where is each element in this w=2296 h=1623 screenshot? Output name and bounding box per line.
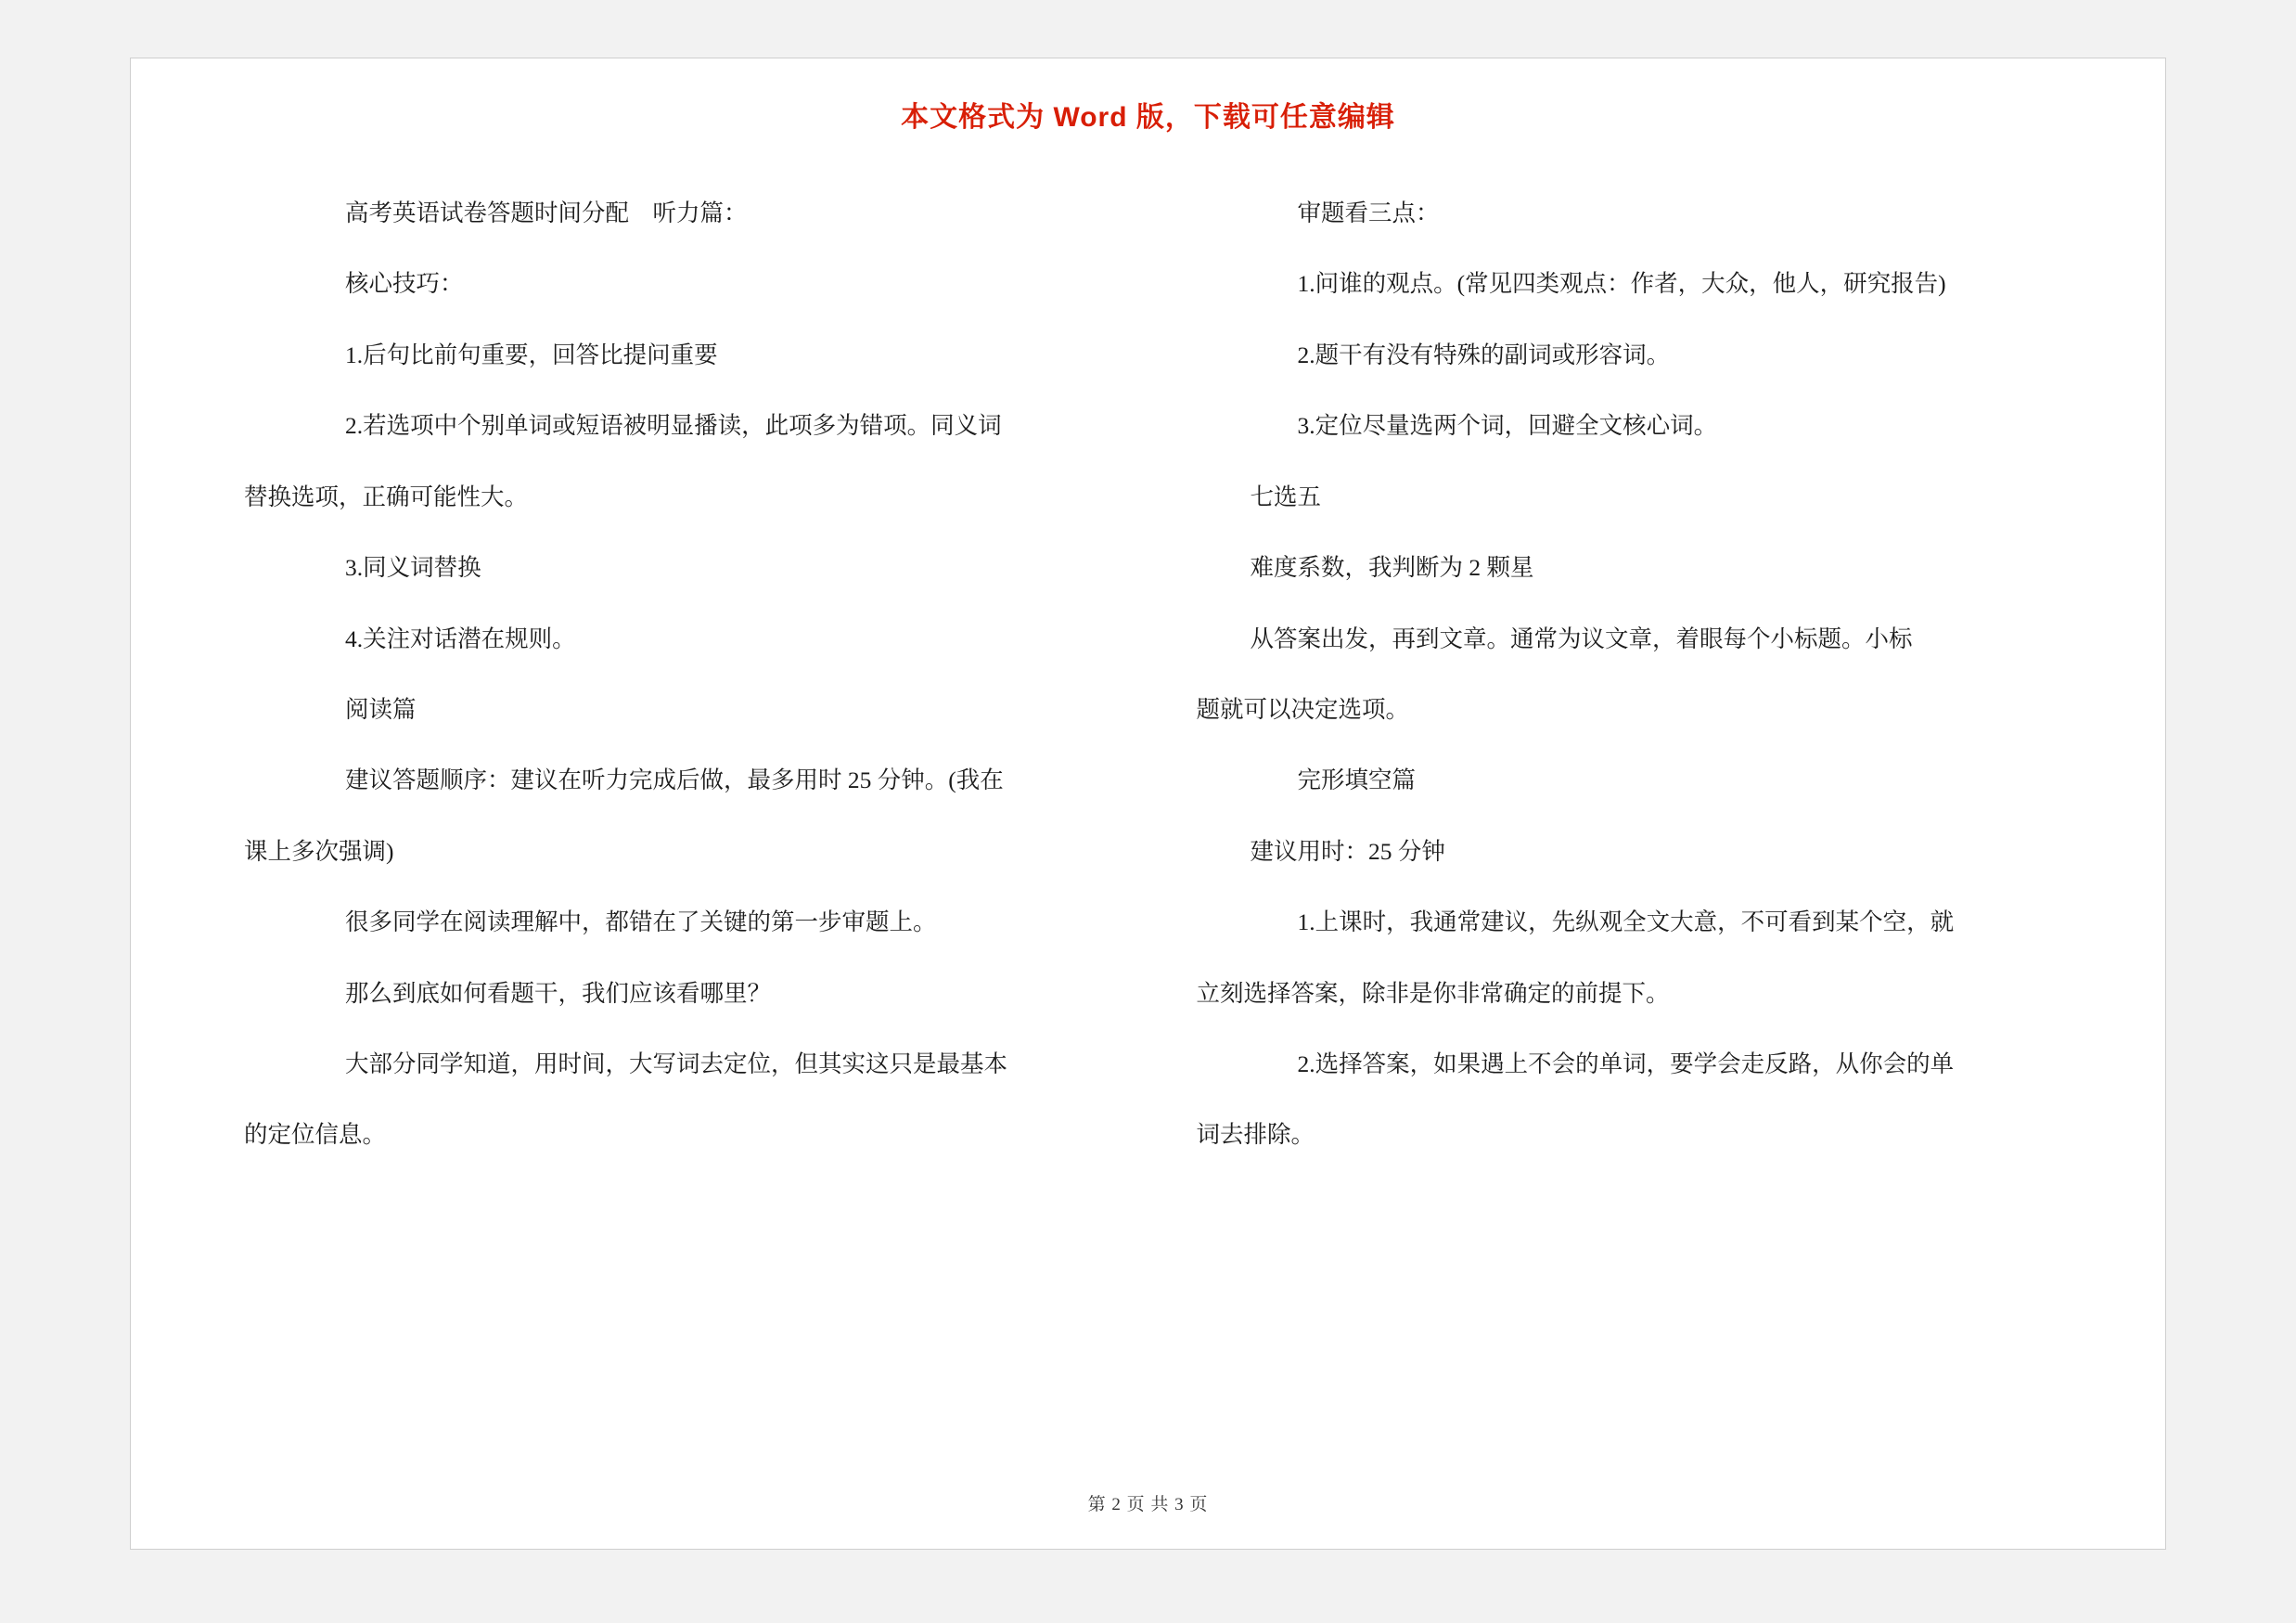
paragraph: 3.定位尽量选两个词，回避全文核心词。 — [1297, 412, 1718, 440]
paragraph: 课上多次强调) — [244, 837, 394, 865]
paragraph: 审题看三点： — [1297, 200, 1440, 226]
paragraph: 大部分同学知道，用时间，大写词去定位，但其实这只是最基本 — [345, 1050, 1008, 1078]
paragraph: 立刻选择答案，除非是你非常确定的前提下。 — [1196, 979, 1670, 1007]
paragraph: 1.后句比前句重要，回答比提问重要 — [345, 341, 718, 368]
paragraph: 替换选项，正确可能性大。 — [244, 483, 529, 510]
paragraph: 4.关注对话潜在规则。 — [345, 625, 576, 652]
paragraph: 2.选择答案，如果遇上不会的单词，要学会走反路，从你会的单 — [1297, 1050, 1955, 1078]
paragraph: 那么到底如何看题干，我们应该看哪里？ — [345, 979, 772, 1007]
right-column — [1148, 198, 2110, 1191]
paragraph: 题就可以决定选项。 — [1196, 695, 1410, 723]
paragraph: 难度系数，我判断为 2 颗星 — [1250, 554, 1534, 582]
paragraph: 建议答题顺序：建议在听力完成后做，最多用时 25 分钟。(我在 — [345, 766, 1004, 794]
word-version-banner: 本文格式为 Word 版，下载可任意编辑 — [901, 102, 1395, 133]
paragraph: 很多同学在阅读理解中，都错在了关键的第一步审题上。 — [345, 908, 937, 936]
paragraph: 建议用时：25 分钟 — [1250, 837, 1445, 865]
paragraph: 阅读篇 — [345, 695, 417, 723]
paragraph: 词去排除。 — [1196, 1121, 1315, 1149]
paragraph: 七选五 — [1250, 483, 1322, 510]
paragraph: 3.同义词替换 — [345, 554, 481, 582]
paragraph: 完形填空篇 — [1297, 766, 1417, 794]
document-page — [130, 58, 2166, 1550]
paragraph: 1.问谁的观点。(常见四类观点：作者，大众，他人，研究报告) — [1297, 270, 1946, 298]
document-columns — [131, 198, 2165, 1191]
paragraph: 2.若选项中个别单词或短语被明显播读，此项多为错项。同义词 — [345, 412, 1002, 440]
page-number-footer: 第 2 页 共 3 页 — [1087, 1495, 1209, 1514]
paragraph: 高考英语试卷答题时间分配 听力篇： — [345, 200, 748, 226]
paragraph: 从答案出发，再到文章。通常为议文章，着眼每个小标题。小标 — [1250, 625, 1913, 652]
paragraph: 1.上课时，我通常建议，先纵观全文大意，不可看到某个空，就 — [1297, 908, 1955, 936]
left-column — [186, 198, 1148, 1191]
paragraph: 2.题干有没有特殊的副词或形容词。 — [1297, 341, 1671, 368]
paragraph: 的定位信息。 — [244, 1121, 387, 1149]
paragraph: 核心技巧： — [345, 270, 464, 298]
